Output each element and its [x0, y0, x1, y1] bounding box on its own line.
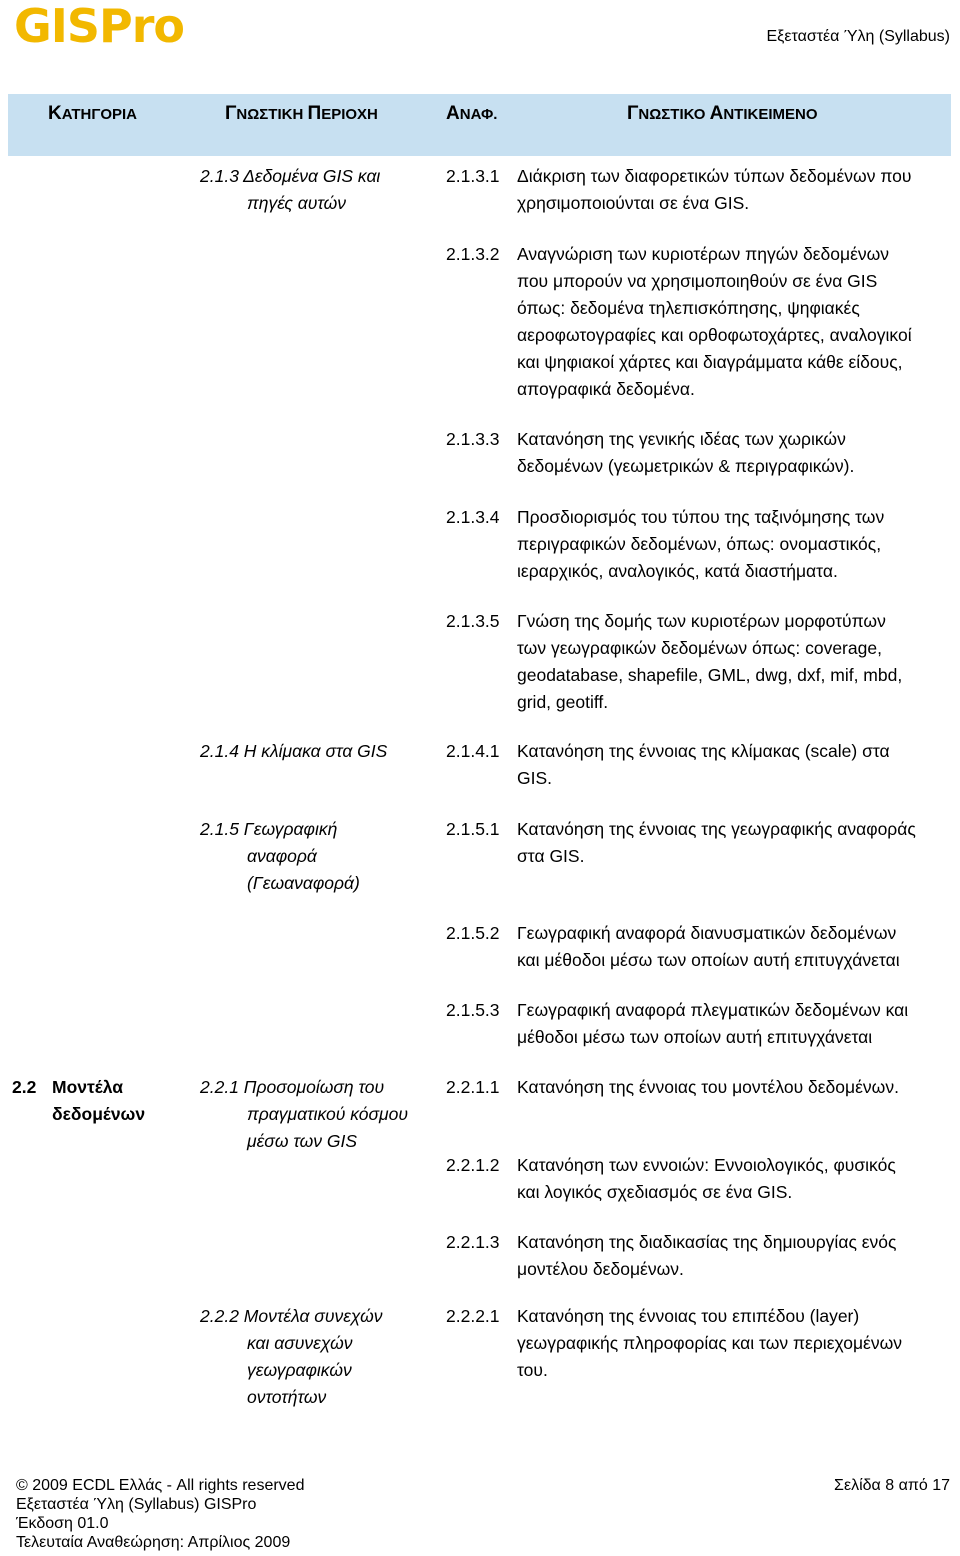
item-ref: 2.2.2.1	[446, 1306, 500, 1326]
item-line: αεροφωτογραφίες και ορθοφωτοχάρτες, αναλογικοί	[517, 325, 912, 345]
item-ref: 2.1.3.2	[446, 244, 500, 264]
item-line: Διάκριση των διαφορετικών τύπων δεδομένων που	[517, 166, 912, 186]
document-title: Εξεταστέα Ύλη (Syllabus)	[766, 28, 950, 45]
footer-version: Έκδοση 01.0	[16, 1515, 109, 1532]
item-ref: 2.1.5.3	[446, 1000, 500, 1020]
item-line: απογραφικά δεδομένα.	[517, 379, 695, 399]
footer-revision: Τελευταία Αναθεώρηση: Απρίλιος 2009	[16, 1534, 291, 1551]
item-ref: 2.2.1.2	[446, 1155, 500, 1175]
category-title-line1: Μοντέλα	[52, 1077, 123, 1097]
item-line: όπως: δεδομένα τηλεπισκόπησης, ψηφιακές	[517, 298, 860, 318]
column-header-area: ΓΝΩΣΤΙΚΗ ΠΕΡΙΟΧΗ	[225, 103, 378, 124]
area-line: αναφορά	[247, 846, 317, 866]
area-line: 2.2.2 Μοντέλα συνεχών	[200, 1306, 383, 1326]
item-line: των γεωγραφικών δεδομένων όπως: coverage,	[517, 638, 882, 658]
column-header-object: ΓΝΩΣΤΙΚΟ ΑΝΤΙΚΕΙΜΕΝΟ	[627, 103, 818, 124]
item-ref: 2.2.1.1	[446, 1077, 500, 1097]
area-line: 2.2.1 Προσομοίωση του	[200, 1077, 385, 1097]
category-title-line2: δεδομένων	[52, 1104, 146, 1124]
item-line: μέθοδοι μέσω των οποίων αυτή επιτυγχάνεται	[517, 1027, 873, 1047]
item-ref: 2.1.3.5	[446, 611, 500, 631]
page-number: Σελίδα 8 από 17	[834, 1477, 950, 1494]
footer-document: Εξεταστέα Ύλη (Syllabus) GISPro	[16, 1496, 257, 1513]
item-ref: 2.1.3.4	[446, 507, 500, 527]
item-line: και μέθοδοι μέσω των οποίων αυτή επιτυγχάνεται	[517, 950, 900, 970]
area-line: και ασυνεχών	[247, 1333, 353, 1353]
column-header-ref: ΑΝΑΦ.	[446, 103, 498, 124]
item-line: του.	[517, 1360, 548, 1380]
item-line: δεδομένων (γεωμετρικών & περιγραφικών).	[517, 456, 855, 476]
area-line: 2.1.4 Η κλίμακα στα GIS	[200, 741, 388, 761]
area-line: (Γεωαναφορά)	[247, 873, 360, 893]
area-line: πραγματικού κόσμου	[247, 1104, 408, 1124]
item-ref: 2.2.1.3	[446, 1232, 500, 1252]
item-line: Κατανόηση της έννοιας της κλίμακας (scale) στα	[517, 741, 890, 761]
item-line: Κατανόηση της έννοιας του μοντέλου δεδομένων.	[517, 1077, 899, 1097]
item-ref: 2.1.3.1	[446, 166, 500, 186]
area-line: 2.1.3 Δεδομένα GIS και	[200, 166, 381, 186]
item-line: geodatabase, shapefile, GML, dwg, dxf, mif, mbd,	[517, 665, 903, 685]
item-line: Γεωγραφική αναφορά πλεγματικών δεδομένων και	[517, 1000, 909, 1020]
item-line: Κατανόηση της γενικής ιδέας των χωρικών	[517, 429, 846, 449]
area-line: 2.1.5 Γεωγραφική	[200, 819, 338, 839]
item-line: Προσδιορισμός του τύπου της ταξινόμησης των	[517, 507, 885, 527]
item-line: στα GIS.	[517, 846, 585, 866]
item-line: Κατανόηση των εννοιών: Εννοιολογικός, φυσικός	[517, 1155, 896, 1175]
item-line: περιγραφικών δεδομένων, όπως: ονομαστικός,	[517, 534, 882, 554]
item-line: Κατανόηση της διαδικασίας της δημιουργίας ενός	[517, 1232, 897, 1252]
item-ref: 2.1.3.3	[446, 429, 500, 449]
item-ref: 2.1.5.2	[446, 923, 500, 943]
item-line: Αναγνώριση των κυριοτέρων πηγών δεδομένων	[517, 244, 890, 264]
item-line: που μπορούν να χρησιμοποιηθούν σε ένα GIS	[517, 271, 878, 291]
item-line: grid, geotiff.	[517, 692, 609, 712]
footer-info	[16, 1476, 304, 1552]
item-line: ιεραρχικός, αναλογικός, κατά διαστήματα.	[517, 561, 838, 581]
area-line: οντοτήτων	[247, 1387, 327, 1407]
item-line: και ψηφιακοί χάρτες και διαγράμματα κάθε είδους,	[517, 352, 903, 372]
item-line: Κατανόηση της έννοιας του επιπέδου (layer)	[517, 1306, 860, 1326]
item-line: GIS.	[517, 768, 553, 788]
area-line: γεωγραφικών	[247, 1360, 352, 1380]
area-line: πηγές αυτών	[247, 193, 347, 213]
item-line: γεωγραφικής πληροφορίας και των περιεχομένων	[517, 1333, 902, 1353]
item-line: και λογικός σχεδιασμός σε ένα GIS.	[517, 1182, 793, 1202]
item-line: Κατανόηση της έννοιας της γεωγραφικής αναφοράς	[517, 819, 916, 839]
category-number: 2.2	[12, 1077, 37, 1097]
footer-copyright: © 2009 ECDL Ελλάς - All rights reserved	[16, 1477, 305, 1494]
item-ref: 2.1.5.1	[446, 819, 500, 839]
item-ref: 2.1.4.1	[446, 741, 500, 761]
item-line: Γεωγραφική αναφορά διανυσματικών δεδομένων	[517, 923, 897, 943]
item-line: Γνώση της δομής των κυριοτέρων μορφοτύπων	[517, 611, 886, 631]
area-line: μέσω των GIS	[247, 1131, 358, 1151]
gispro-logo: GISPro	[14, 0, 185, 53]
item-line: χρησιμοποιούνται σε ένα GIS.	[517, 193, 750, 213]
item-line: μοντέλου δεδομένων.	[517, 1259, 684, 1279]
column-header-category: ΚΑΤΗΓΟΡΙΑ	[48, 103, 138, 124]
